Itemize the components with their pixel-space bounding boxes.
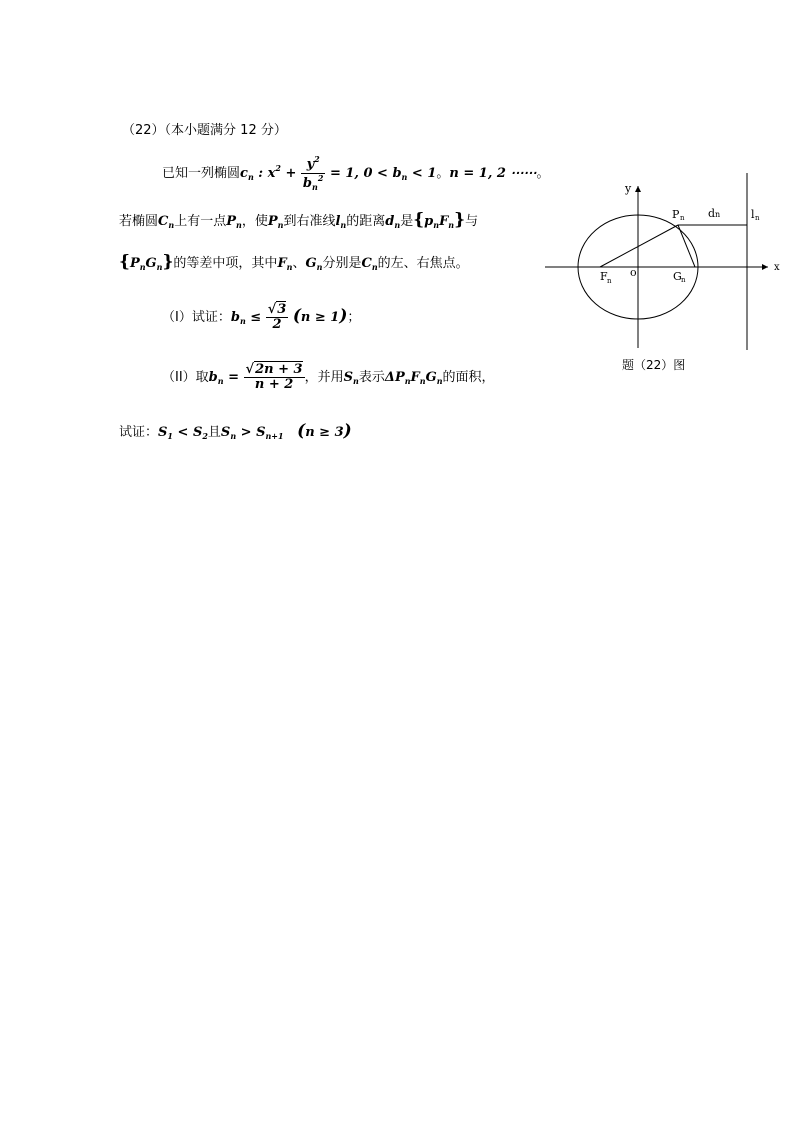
math-Pn: $P_n$ [226, 214, 242, 230]
math-brace-pnfn: { [413, 210, 425, 230]
math-part1-inequality: $b_n$ ≤ $\frac{√3}{2}$ (n ≥ 1) [230, 301, 348, 332]
part1-label: （I）试证： [162, 310, 231, 325]
label-g: G [673, 270, 682, 283]
label-y: y [625, 182, 632, 195]
figure-caption: 题（22）图 [622, 358, 686, 372]
intro-sep: 。 [436, 166, 450, 181]
line3-text-d: 的左、右焦点。 [377, 256, 469, 271]
line3-text-c: 分别是 [322, 256, 362, 271]
line3-text-b: 、 [292, 256, 306, 271]
label-l: l [751, 208, 755, 221]
problem-intro [162, 150, 549, 195]
line2-text-f: 是 [400, 214, 414, 229]
problem-line-2: 若椭圆$C_n$上有一点$P_n$，使$P_n$到右准线$l_n$的距离$d_n$是$\{p_nF_n\}$与 [119, 210, 479, 230]
part2-mid: ，并用 [304, 370, 344, 385]
math-ln: $l_n$ [335, 214, 347, 230]
math-dn: $d_n$ [385, 214, 401, 230]
line2-text-d: 到右准线 [283, 214, 336, 229]
math-Fn: $F_n$ [277, 256, 293, 272]
part2-end: 的面积， [442, 370, 495, 385]
label-x: x [774, 262, 780, 273]
figure-22 [540, 170, 785, 380]
line2-text-e: 的距离 [346, 214, 386, 229]
math-triangle: $\Delta P_nF_nG_n$ [384, 370, 443, 386]
part1-end: ； [347, 310, 361, 325]
math-brace-pngn: { [119, 252, 130, 272]
label-p: P [672, 208, 680, 221]
line6-mid: 且 [207, 425, 221, 440]
line2-text-a: 若椭圆 [119, 214, 159, 229]
math-s1-s2: $S_1 < S_2$ [158, 425, 208, 441]
part2-mid2: 表示 [358, 370, 385, 385]
math-Gn: $G_n$ [305, 256, 323, 272]
math-Pn-2: $P_n$ [267, 214, 284, 230]
math-sn-sn1: $S_n > S_{n+1}$ (n ≥ 3) [220, 421, 352, 441]
label-l-sub: n [755, 214, 760, 222]
label-g-sub: n [681, 276, 686, 284]
part2-label: （II）取 [162, 370, 209, 385]
label-d: d [708, 207, 716, 220]
segment-pg [678, 225, 695, 267]
segment-pf [600, 225, 678, 267]
problem-line-6 [119, 420, 352, 447]
label-f: F [600, 270, 608, 283]
label-p-sub: n [680, 214, 685, 222]
problem-part-2 [162, 358, 495, 401]
intro-suffix: 。 [536, 166, 550, 181]
problem-line-3: $\{P_nG_n\}$的等差中项，其中$F_n$、$G_n$分别是$C_n$的左、右焦点。 [119, 252, 469, 272]
line3-text-a: 的等差中项，其中 [173, 256, 278, 271]
math-Cn-2: $C_n$ [361, 256, 378, 272]
math-cn-equation: $c_n$ : $x^2$ + $\frac{y^2}{b_n^2}$ = 1, $0 < b_n < 1$ [240, 154, 437, 192]
intro-prefix: 已知一列椭圆 [162, 166, 241, 181]
line2-text-c: ，使 [241, 214, 268, 229]
math-Cn: $C_n$ [158, 214, 175, 230]
math-n-range: n = 1, 2 ⋯⋯ [449, 166, 537, 181]
line2-text-g: 与 [465, 214, 479, 229]
problem-part-1 [162, 296, 360, 341]
line2-text-b: 上有一点 [174, 214, 227, 229]
label-origin: o [630, 266, 637, 279]
math-Sn: $S_n$ [343, 370, 359, 386]
line6-label: 试证： [119, 425, 159, 440]
math-bn-definition: $b_n$ = $\frac{√2n + 3}{n + 2}$ [208, 361, 303, 392]
label-d-sub: n [715, 210, 721, 219]
label-f-sub: n [607, 277, 612, 285]
problem-header: （22）（本小题满分 12 分） [122, 123, 287, 138]
